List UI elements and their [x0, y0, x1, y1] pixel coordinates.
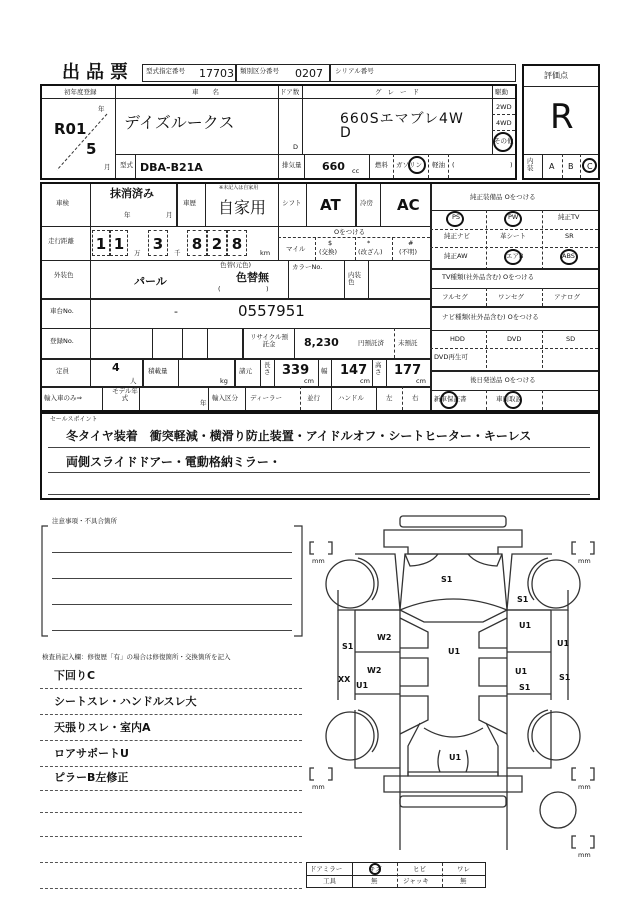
year-label: 年	[98, 105, 105, 113]
repaint-label: 色替(元色)	[220, 261, 252, 269]
load-unit: kg	[220, 377, 228, 385]
aircon-value: AC	[397, 196, 420, 214]
interior-color-label: 内装色	[348, 271, 361, 286]
mileage-option-sym: #	[408, 239, 414, 247]
import-parallel: 並行	[307, 394, 320, 402]
details-block	[40, 182, 600, 412]
load-label: 積載量	[148, 367, 168, 375]
handle-left: 左	[386, 394, 393, 402]
model-cert-box	[142, 64, 236, 82]
selected-circle-icon	[504, 391, 522, 409]
mileage-man-unit: 万	[134, 249, 141, 257]
mileage-digit: 8	[187, 230, 207, 256]
mileage-digit: 2	[207, 230, 227, 256]
length-label: 長さ	[264, 361, 271, 376]
tv-oneseg: ワンセグ	[498, 293, 524, 301]
repaint-original: ( )	[218, 285, 269, 293]
recycle-unpaid: 未預託	[398, 339, 418, 347]
capacity-label: 定員	[56, 367, 69, 375]
chassis-label: 車台No.	[50, 307, 74, 315]
navi-title: ナビ種類(社外品含む) Oをつける	[442, 313, 539, 321]
fuel-diesel: 軽油	[432, 161, 445, 169]
recycle-label: リサイクル預託金	[249, 333, 289, 348]
notes-line[interactable]	[52, 552, 292, 553]
damage-mark: S1	[519, 683, 531, 692]
tv-analog: アナログ	[554, 293, 580, 301]
damage-mark: XX	[338, 675, 351, 684]
sales-point-line: 冬タイヤ装着 衝突軽減・横滑り防止装置・アイドルオフ・シートヒーター・キーレス	[66, 429, 532, 443]
fuel-label: 燃料	[375, 161, 388, 169]
capacity-value: 4	[112, 361, 120, 374]
model-cert-label: 型式指定番号	[146, 67, 185, 75]
damage-mark: U1	[449, 753, 462, 762]
displacement-value: 660	[322, 160, 345, 173]
mileage-option-sym: *	[367, 239, 371, 247]
interior-grade-b: B	[568, 162, 574, 171]
serial-label: シリアル番号	[335, 67, 374, 75]
mileage-digit: 8	[227, 230, 247, 256]
selected-circle-icon	[408, 156, 426, 174]
car-name-label: 車名	[192, 88, 233, 96]
form-title: 出品票	[62, 62, 134, 83]
height-unit: cm	[416, 377, 426, 385]
equip-airbag: エアB	[506, 252, 524, 260]
chassis-value: 0557951	[238, 302, 305, 320]
selected-circle-icon	[493, 132, 513, 152]
equip-tv: 純正TV	[558, 213, 580, 221]
history-note: ※未記入は自家用	[219, 185, 259, 191]
tire-unit: mm	[578, 851, 591, 859]
grade-value: 660Sエマブレ4W	[340, 111, 464, 127]
grade-value-line2: D	[340, 125, 351, 141]
damage-mark: S1	[559, 673, 571, 682]
aircon-label: 冷房	[360, 199, 373, 207]
class-no-box	[236, 64, 330, 82]
selected-circle-icon	[369, 863, 381, 875]
class-no: 0207	[295, 67, 323, 80]
mirror-label: ドアミラー	[310, 865, 343, 873]
mileage-option-tampered: (改ざん)	[358, 248, 383, 256]
tire-unit: mm	[312, 783, 325, 791]
mileage-sen-unit: 千	[174, 249, 181, 257]
sales-points-block	[40, 412, 600, 500]
import-label: 輸入車のみ⇒	[44, 394, 82, 402]
selected-circle-icon	[446, 211, 464, 227]
model-year-unit: 年	[200, 399, 207, 407]
mileage-digit: 1	[92, 230, 110, 256]
equip-ps: PS	[452, 213, 461, 221]
chassis-prefix: -	[174, 305, 178, 318]
import-dealer: ディーラー	[250, 394, 282, 402]
interior-grade-c: C	[587, 162, 593, 171]
fuel-paren-close: )	[510, 161, 513, 169]
model-cert-no: 17703	[199, 67, 234, 80]
interior-grade-a: A	[549, 162, 555, 171]
mileage-digit: 1	[110, 230, 128, 256]
inspector-line: 下回りC	[54, 669, 96, 682]
mileage-option-mile: マイル	[286, 245, 306, 253]
tire-unit: mm	[578, 557, 591, 565]
mileage-unit: km	[260, 249, 271, 257]
navi-dvd: DVD	[507, 335, 522, 343]
jack-label: ジャッキ	[403, 877, 429, 885]
tire-unit: mm	[578, 783, 591, 791]
mileage-option-unknown: (不明)	[399, 248, 418, 256]
fuel-paren-open: (	[452, 161, 455, 169]
damage-mark: W2	[377, 633, 392, 642]
handle-label: ハンドル	[338, 394, 364, 402]
score-box	[522, 64, 600, 180]
equip-sr: SR	[565, 232, 574, 240]
equip-navi: 純正ナビ	[444, 232, 470, 240]
inspection-year-label: 年	[124, 211, 131, 219]
mirror-tool-table	[306, 862, 486, 888]
first-reg-year: R01	[54, 120, 87, 138]
damage-mark: U1	[557, 639, 570, 648]
width-unit: cm	[360, 377, 370, 385]
notes-label: 注意事項・不具合箇所	[52, 517, 117, 525]
inspection-month-label: 月	[166, 211, 173, 219]
import-type-label: 輸入区分	[212, 394, 238, 402]
registration-label: 登録No.	[50, 337, 74, 345]
equip-pw: PW	[508, 213, 519, 221]
mileage-label: 走行距離	[48, 237, 74, 245]
equip-abs: ABS	[562, 252, 575, 260]
inspection-value: 抹消済み	[110, 187, 154, 200]
interior-grade-label: 内装	[527, 157, 534, 172]
mileage-option-sym: $	[328, 239, 333, 247]
later-warranty: 新車保証書	[434, 395, 467, 403]
width-label: 幅	[321, 367, 328, 375]
month-label: 月	[104, 163, 111, 171]
recycle-value: 8,230	[304, 336, 339, 349]
displacement-label: 排気量	[282, 161, 302, 169]
exterior-label: 外装色	[54, 271, 74, 279]
model-label: 型式	[120, 161, 133, 169]
equip-aw: 純正AW	[444, 252, 468, 260]
drive-2wd: 2WD	[496, 103, 512, 111]
grade-label: グレード	[375, 88, 425, 96]
drive-4wd: 4WD	[496, 119, 512, 127]
score-value: R	[550, 97, 574, 137]
tool-value: 無	[371, 877, 378, 885]
first-reg-month: 5	[86, 140, 97, 158]
tv-title: TV種類(社外品含む) Oをつける	[442, 273, 535, 281]
mileage-mark-label: Oをつける	[334, 228, 366, 236]
navi-dvd-playback: DVD再生可	[434, 353, 468, 361]
inspector-line: シートスレ・ハンドルスレ大	[54, 695, 197, 708]
vehicle-info-block	[40, 84, 517, 180]
doors-unit: D	[293, 143, 299, 151]
selected-circle-icon	[560, 249, 578, 265]
fuel-gasoline: ガソリン	[396, 161, 422, 169]
car-damage-diagram	[300, 510, 610, 870]
tv-fullseg: フルセグ	[442, 293, 468, 301]
repaint-value: 色替無	[236, 271, 269, 284]
damage-mark: S1	[441, 575, 453, 584]
history-value: 自家用	[218, 198, 267, 217]
sales-points-label: セールスポイント	[50, 416, 98, 423]
selected-circle-icon	[440, 391, 458, 409]
selected-circle-icon	[504, 249, 522, 265]
width-value: 147	[340, 363, 368, 378]
equipment-title: 純正装備品 Oをつける	[470, 193, 536, 201]
notes-line[interactable]	[52, 604, 292, 605]
inspector-line: ピラーB左修正	[54, 771, 129, 784]
model-year-label: モデル年式	[112, 387, 138, 402]
damage-mark: U1	[356, 681, 369, 690]
selected-circle-icon	[504, 211, 522, 227]
color-no-label: カラーNo.	[292, 263, 323, 271]
recycle-paid: 円預託済	[358, 339, 384, 347]
notes-line[interactable]	[52, 630, 292, 631]
inspection-label: 車検	[56, 199, 69, 207]
displacement-unit: cc	[352, 167, 360, 175]
doors-label: ドア数	[280, 88, 300, 96]
length-value: 339	[282, 363, 310, 378]
mirror-break: ワレ	[457, 865, 470, 873]
inspector-line: ロアサポートU	[54, 747, 129, 760]
exterior-value: パール	[134, 275, 167, 288]
navi-sd: SD	[566, 335, 576, 343]
length-unit: cm	[304, 377, 314, 385]
damage-mark: S1	[342, 642, 354, 651]
later-manual: 車両取説	[496, 395, 522, 403]
tire-unit: mm	[312, 557, 325, 565]
mirror-crack: ヒビ	[413, 865, 426, 873]
navi-hdd: HDD	[450, 335, 465, 343]
handle-right: 右	[412, 394, 419, 402]
drive-label: 駆動	[495, 88, 508, 96]
later-title: 後日発送品 Oをつける	[470, 376, 536, 384]
height-label: 高さ	[375, 361, 382, 376]
sales-point-line: 両側スライドドアー・電動格納ミラー・	[66, 455, 281, 469]
inspector-line: 天張りスレ・室内A	[54, 721, 151, 734]
first-reg-label: 初年度登録	[64, 88, 97, 96]
drive-other: その他	[494, 137, 514, 145]
notes-line[interactable]	[52, 578, 292, 579]
mileage-option-replaced: (交換)	[319, 248, 338, 256]
history-label: 車歴	[183, 199, 196, 207]
damage-mark: W2	[367, 666, 382, 675]
height-value: 177	[394, 363, 422, 378]
inspector-label: 検査員記入欄：修復歴「有」の場合は修復箇所・交換箇所を記入	[42, 653, 231, 661]
selected-circle-icon	[582, 158, 597, 173]
capacity-unit: 人	[130, 377, 137, 385]
damage-mark: U1	[519, 621, 532, 630]
notes-bracket	[40, 522, 304, 642]
tool-label: 工具	[323, 877, 336, 885]
score-label: 評価点	[544, 71, 568, 80]
mirror-value: キズ	[369, 865, 382, 873]
serial-box	[330, 64, 516, 82]
damage-mark: U1	[448, 647, 461, 656]
class-no-label: 類別区分番号	[240, 67, 279, 75]
mileage-digit: 3	[148, 230, 168, 256]
damage-mark: U1	[515, 667, 528, 676]
model-value: DBA-B21A	[140, 161, 203, 174]
car-name: デイズルークス	[124, 113, 235, 132]
shift-value: AT	[320, 196, 341, 214]
damage-mark: S1	[517, 595, 529, 604]
specs-label: 諸元	[239, 367, 252, 375]
shift-label: シフト	[282, 199, 302, 207]
jack-value: 無	[460, 877, 467, 885]
equip-leather: 革シート	[500, 232, 526, 240]
